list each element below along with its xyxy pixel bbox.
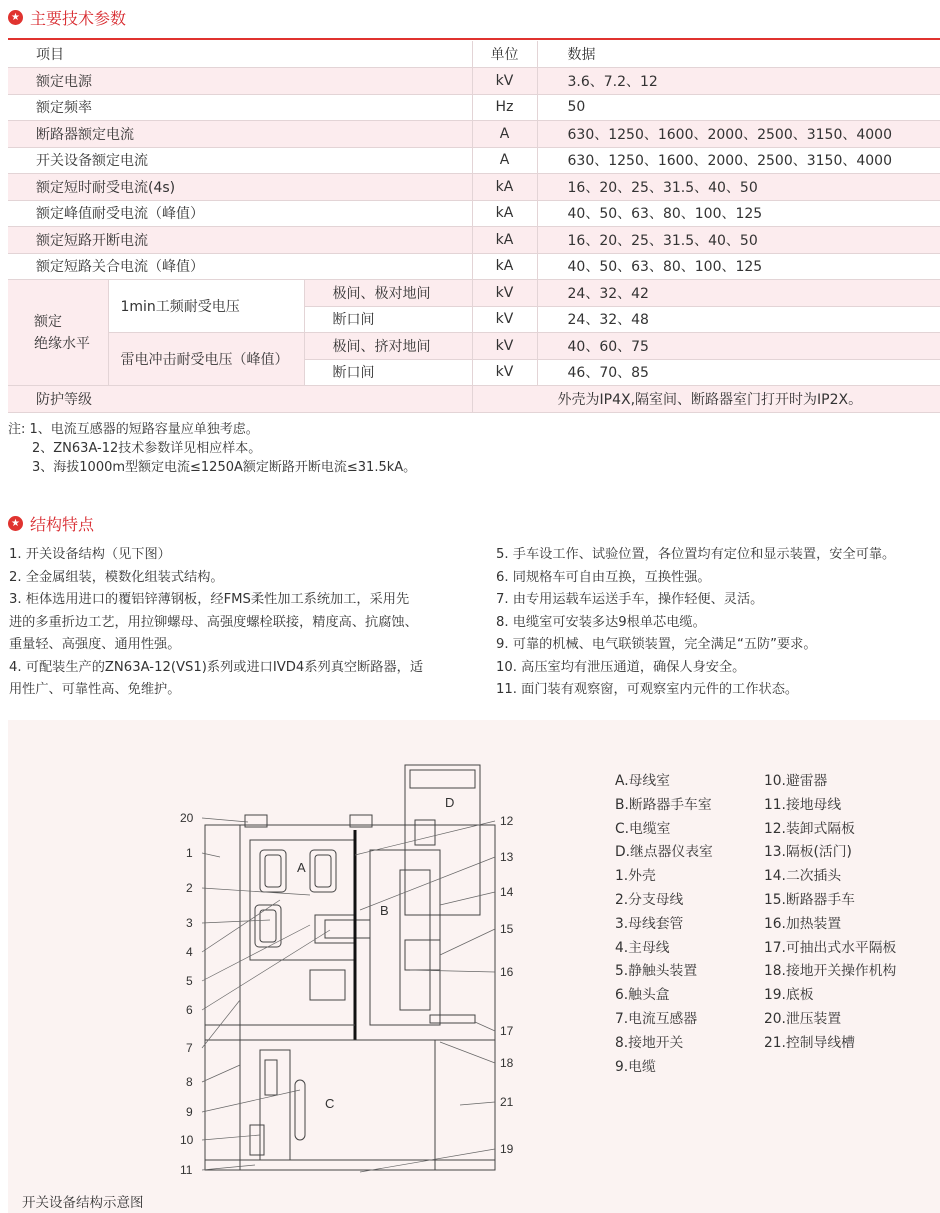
diagram-caption: 开关设备结构示意图 bbox=[22, 1195, 144, 1211]
switchgear-diagram bbox=[160, 760, 540, 1180]
section-title-text: 主要技术参数 bbox=[30, 9, 127, 28]
row-unit: kA bbox=[472, 174, 537, 201]
legend-item: 9.电缆 bbox=[615, 1058, 656, 1075]
legend-item: A.母线室 bbox=[615, 773, 670, 789]
row-data: 3.6、7.2、12 bbox=[537, 68, 940, 95]
divider bbox=[8, 38, 940, 40]
table-row bbox=[8, 333, 940, 360]
feature-item: 11. 面门装有观察窗，可观察室内元件的工作状态。 bbox=[496, 682, 799, 697]
insulation-label-line2: 绝缘水平 bbox=[34, 335, 90, 352]
callout-12: 12 bbox=[500, 814, 514, 828]
callout-8: 8 bbox=[186, 1075, 193, 1089]
feature-item: 1. 开关设备结构（见下图） bbox=[9, 547, 171, 562]
callout-5: 5 bbox=[186, 974, 193, 988]
legend-item: 2.分支母线 bbox=[615, 891, 684, 908]
row-data: 16、20、25、31.5、40、50 bbox=[537, 227, 940, 254]
legend-col2 bbox=[764, 770, 896, 1056]
legend-item: 6.触头盒 bbox=[615, 987, 670, 1004]
feature-item: 10. 高压室均有泄压通道，确保人身安全。 bbox=[496, 659, 746, 675]
table-header bbox=[8, 41, 940, 68]
feature-item: 7. 由专用运载车运送手车，操作轻便、灵活。 bbox=[496, 592, 764, 607]
callout-19: 19 bbox=[500, 1142, 514, 1156]
table-row bbox=[8, 68, 940, 95]
group-lightning-impulse: 雷电冲击耐受电压（峰值） bbox=[108, 333, 304, 386]
row-data: 50 bbox=[537, 94, 940, 121]
callout-16: 16 bbox=[500, 965, 514, 979]
feature-item: 2. 全金属组装，模数化组装式结构。 bbox=[9, 569, 224, 585]
row-data: 16、20、25、31.5、40、50 bbox=[537, 174, 940, 201]
row-unit: kV bbox=[472, 68, 537, 95]
legend-item: 12.装卸式隔板 bbox=[764, 820, 855, 837]
feature-item: 4. 可配装生产的ZN63A-12(VS1)系列或进口IVD4系列真空断路器，适 bbox=[9, 659, 424, 675]
callout-15: 15 bbox=[500, 922, 514, 936]
legend-item: 10.避雷器 bbox=[764, 773, 828, 789]
legend-item: 5.静触头装置 bbox=[615, 963, 698, 980]
legend-item: 20.泄压装置 bbox=[764, 1010, 842, 1027]
callout-2: 2 bbox=[186, 881, 193, 895]
table-row bbox=[8, 147, 940, 174]
row-sub: 断口间 bbox=[304, 359, 472, 386]
row-data: 40、50、63、80、100、125 bbox=[537, 253, 940, 280]
row-unit: kA bbox=[472, 253, 537, 280]
room-label-a: A bbox=[297, 860, 306, 875]
row-item: 额定峰值耐受电流（峰值） bbox=[8, 200, 472, 227]
row-sub: 极间、挤对地间 bbox=[304, 333, 472, 360]
feature-item: 重量轻、高强度、通用性强。 bbox=[9, 637, 181, 652]
table-row bbox=[8, 227, 940, 254]
row-data: 46、70、85 bbox=[537, 359, 940, 386]
feature-item: 9. 可靠的机械、电气联锁装置，完全满足“五防”要求。 bbox=[496, 637, 817, 652]
row-data: 外壳为IP4X,隔室间、断路器室门打开时为IP2X。 bbox=[472, 386, 940, 413]
row-unit: kV bbox=[472, 280, 537, 307]
leader-lines bbox=[202, 818, 495, 1172]
row-unit: kV bbox=[472, 359, 537, 386]
note-item: 注: 1、电流互感器的短路容量应单独考虑。 bbox=[8, 422, 259, 437]
feature-item: 进的多重折边工艺，用拉铆螺母、高强度螺栓联接，精度高、抗腐蚀、 bbox=[9, 614, 418, 630]
legend-item: 17.可抽出式水平隔板 bbox=[764, 939, 897, 956]
row-unit: A bbox=[472, 147, 537, 174]
callout-4: 4 bbox=[186, 945, 193, 959]
legend-item: 15.断路器手车 bbox=[764, 891, 855, 908]
table-row bbox=[8, 174, 940, 201]
legend-item: C.电缆室 bbox=[615, 820, 671, 837]
legend-item: 7.电流互感器 bbox=[615, 1010, 698, 1027]
callout-13: 13 bbox=[500, 850, 514, 864]
section-title-specs bbox=[8, 6, 126, 29]
feature-item: 5. 手车设工作、试验位置，各位置均有定位和显示装置，安全可靠。 bbox=[496, 547, 896, 562]
star-icon: ★ bbox=[8, 516, 23, 531]
legend-item: 4.主母线 bbox=[615, 939, 670, 956]
callout-14: 14 bbox=[500, 885, 514, 899]
row-unit: kV bbox=[472, 306, 537, 333]
spec-table bbox=[8, 41, 940, 413]
callout-9: 9 bbox=[186, 1105, 193, 1119]
table-row bbox=[8, 200, 940, 227]
legend-item: 14.二次插头 bbox=[764, 868, 842, 885]
callout-10: 10 bbox=[180, 1133, 194, 1147]
table-row bbox=[8, 94, 940, 121]
row-sub: 断口间 bbox=[304, 306, 472, 333]
features-right bbox=[496, 544, 940, 702]
row-unit: Hz bbox=[472, 94, 537, 121]
legend-item: 11.接地母线 bbox=[764, 796, 842, 813]
insulation-label bbox=[8, 280, 108, 386]
row-unit: kA bbox=[472, 227, 537, 254]
note-item: 3、海拔1000m型额定电流≤1250A额定断路开断电流≤31.5kA。 bbox=[32, 460, 417, 475]
feature-item: 用性广、可靠性高、免维护。 bbox=[9, 682, 181, 697]
row-item: 开关设备额定电流 bbox=[8, 147, 472, 174]
group-power-frequency: 1min工频耐受电压 bbox=[108, 280, 304, 333]
header-item: 项目 bbox=[8, 41, 472, 68]
row-data: 630、1250、1600、2000、2500、3150、4000 bbox=[537, 147, 940, 174]
row-item: 额定电源 bbox=[8, 68, 472, 95]
header-data: 数据 bbox=[537, 41, 940, 68]
legend-item: 3.母线套管 bbox=[615, 915, 684, 932]
notes bbox=[8, 420, 416, 477]
row-item: 断路器额定电流 bbox=[8, 121, 472, 148]
legend-item: 18.接地开关操作机构 bbox=[764, 963, 897, 980]
callout-7: 7 bbox=[186, 1041, 193, 1055]
legend-item: 8.接地开关 bbox=[615, 1034, 684, 1051]
table-row bbox=[8, 121, 940, 148]
table-row bbox=[8, 386, 940, 413]
legend-item: B.断路器手车室 bbox=[615, 796, 712, 813]
room-label-b: B bbox=[380, 903, 389, 918]
note-item: 2、ZN63A-12技术参数详见相应样本。 bbox=[32, 441, 262, 456]
row-item: 防护等级 bbox=[8, 386, 472, 413]
legend-item: 21.控制导线槽 bbox=[764, 1034, 855, 1051]
features-left bbox=[9, 544, 479, 702]
legend-item: 16.加热装置 bbox=[764, 915, 842, 932]
row-item: 额定频率 bbox=[8, 94, 472, 121]
legend-col1 bbox=[615, 770, 713, 1079]
row-data: 40、60、75 bbox=[537, 333, 940, 360]
feature-item: 6. 同规格车可自由互换，互换性强。 bbox=[496, 569, 711, 585]
table-row bbox=[8, 253, 940, 280]
legend-item: D.继点器仪表室 bbox=[615, 844, 713, 861]
cabinet-outline bbox=[205, 825, 495, 1170]
row-data: 24、32、42 bbox=[537, 280, 940, 307]
row-sub: 极间、极对地间 bbox=[304, 280, 472, 307]
callout-21: 21 bbox=[500, 1095, 514, 1109]
feature-item: 8. 电缆室可安装多达9根单芯电缆。 bbox=[496, 614, 706, 630]
callout-1: 1 bbox=[186, 846, 193, 860]
row-data: 630、1250、1600、2000、2500、3150、4000 bbox=[537, 121, 940, 148]
legend-item: 1.外壳 bbox=[615, 868, 656, 885]
row-unit: kV bbox=[472, 333, 537, 360]
legend-item: 19.底板 bbox=[764, 987, 814, 1004]
row-item: 额定短路关合电流（峰值） bbox=[8, 253, 472, 280]
row-item: 额定短路开断电流 bbox=[8, 227, 472, 254]
row-data: 24、32、48 bbox=[537, 306, 940, 333]
room-label-c: C bbox=[325, 1096, 335, 1111]
row-unit: kA bbox=[472, 200, 537, 227]
callout-6: 6 bbox=[186, 1003, 193, 1017]
section-title-structure bbox=[8, 512, 94, 535]
star-icon: ★ bbox=[8, 10, 23, 25]
callout-20: 20 bbox=[180, 811, 194, 825]
header-unit: 单位 bbox=[472, 41, 537, 68]
callout-17: 17 bbox=[500, 1024, 514, 1038]
row-data: 40、50、63、80、100、125 bbox=[537, 200, 940, 227]
callout-3: 3 bbox=[186, 916, 193, 930]
row-item: 额定短时耐受电流(4s) bbox=[8, 174, 472, 201]
table-row bbox=[8, 280, 940, 307]
legend-item: 13.隔板(活门) bbox=[764, 844, 852, 861]
feature-item: 3. 柜体选用进口的覆铝锌薄钢板，经FMS柔性加工系统加工，采用先 bbox=[9, 592, 410, 607]
callout-18: 18 bbox=[500, 1056, 514, 1070]
callout-11: 11 bbox=[180, 1163, 193, 1177]
insulation-label-line1: 额定 bbox=[34, 313, 62, 330]
row-unit: A bbox=[472, 121, 537, 148]
room-label-d: D bbox=[445, 795, 455, 810]
section-title-text: 结构特点 bbox=[30, 515, 95, 534]
